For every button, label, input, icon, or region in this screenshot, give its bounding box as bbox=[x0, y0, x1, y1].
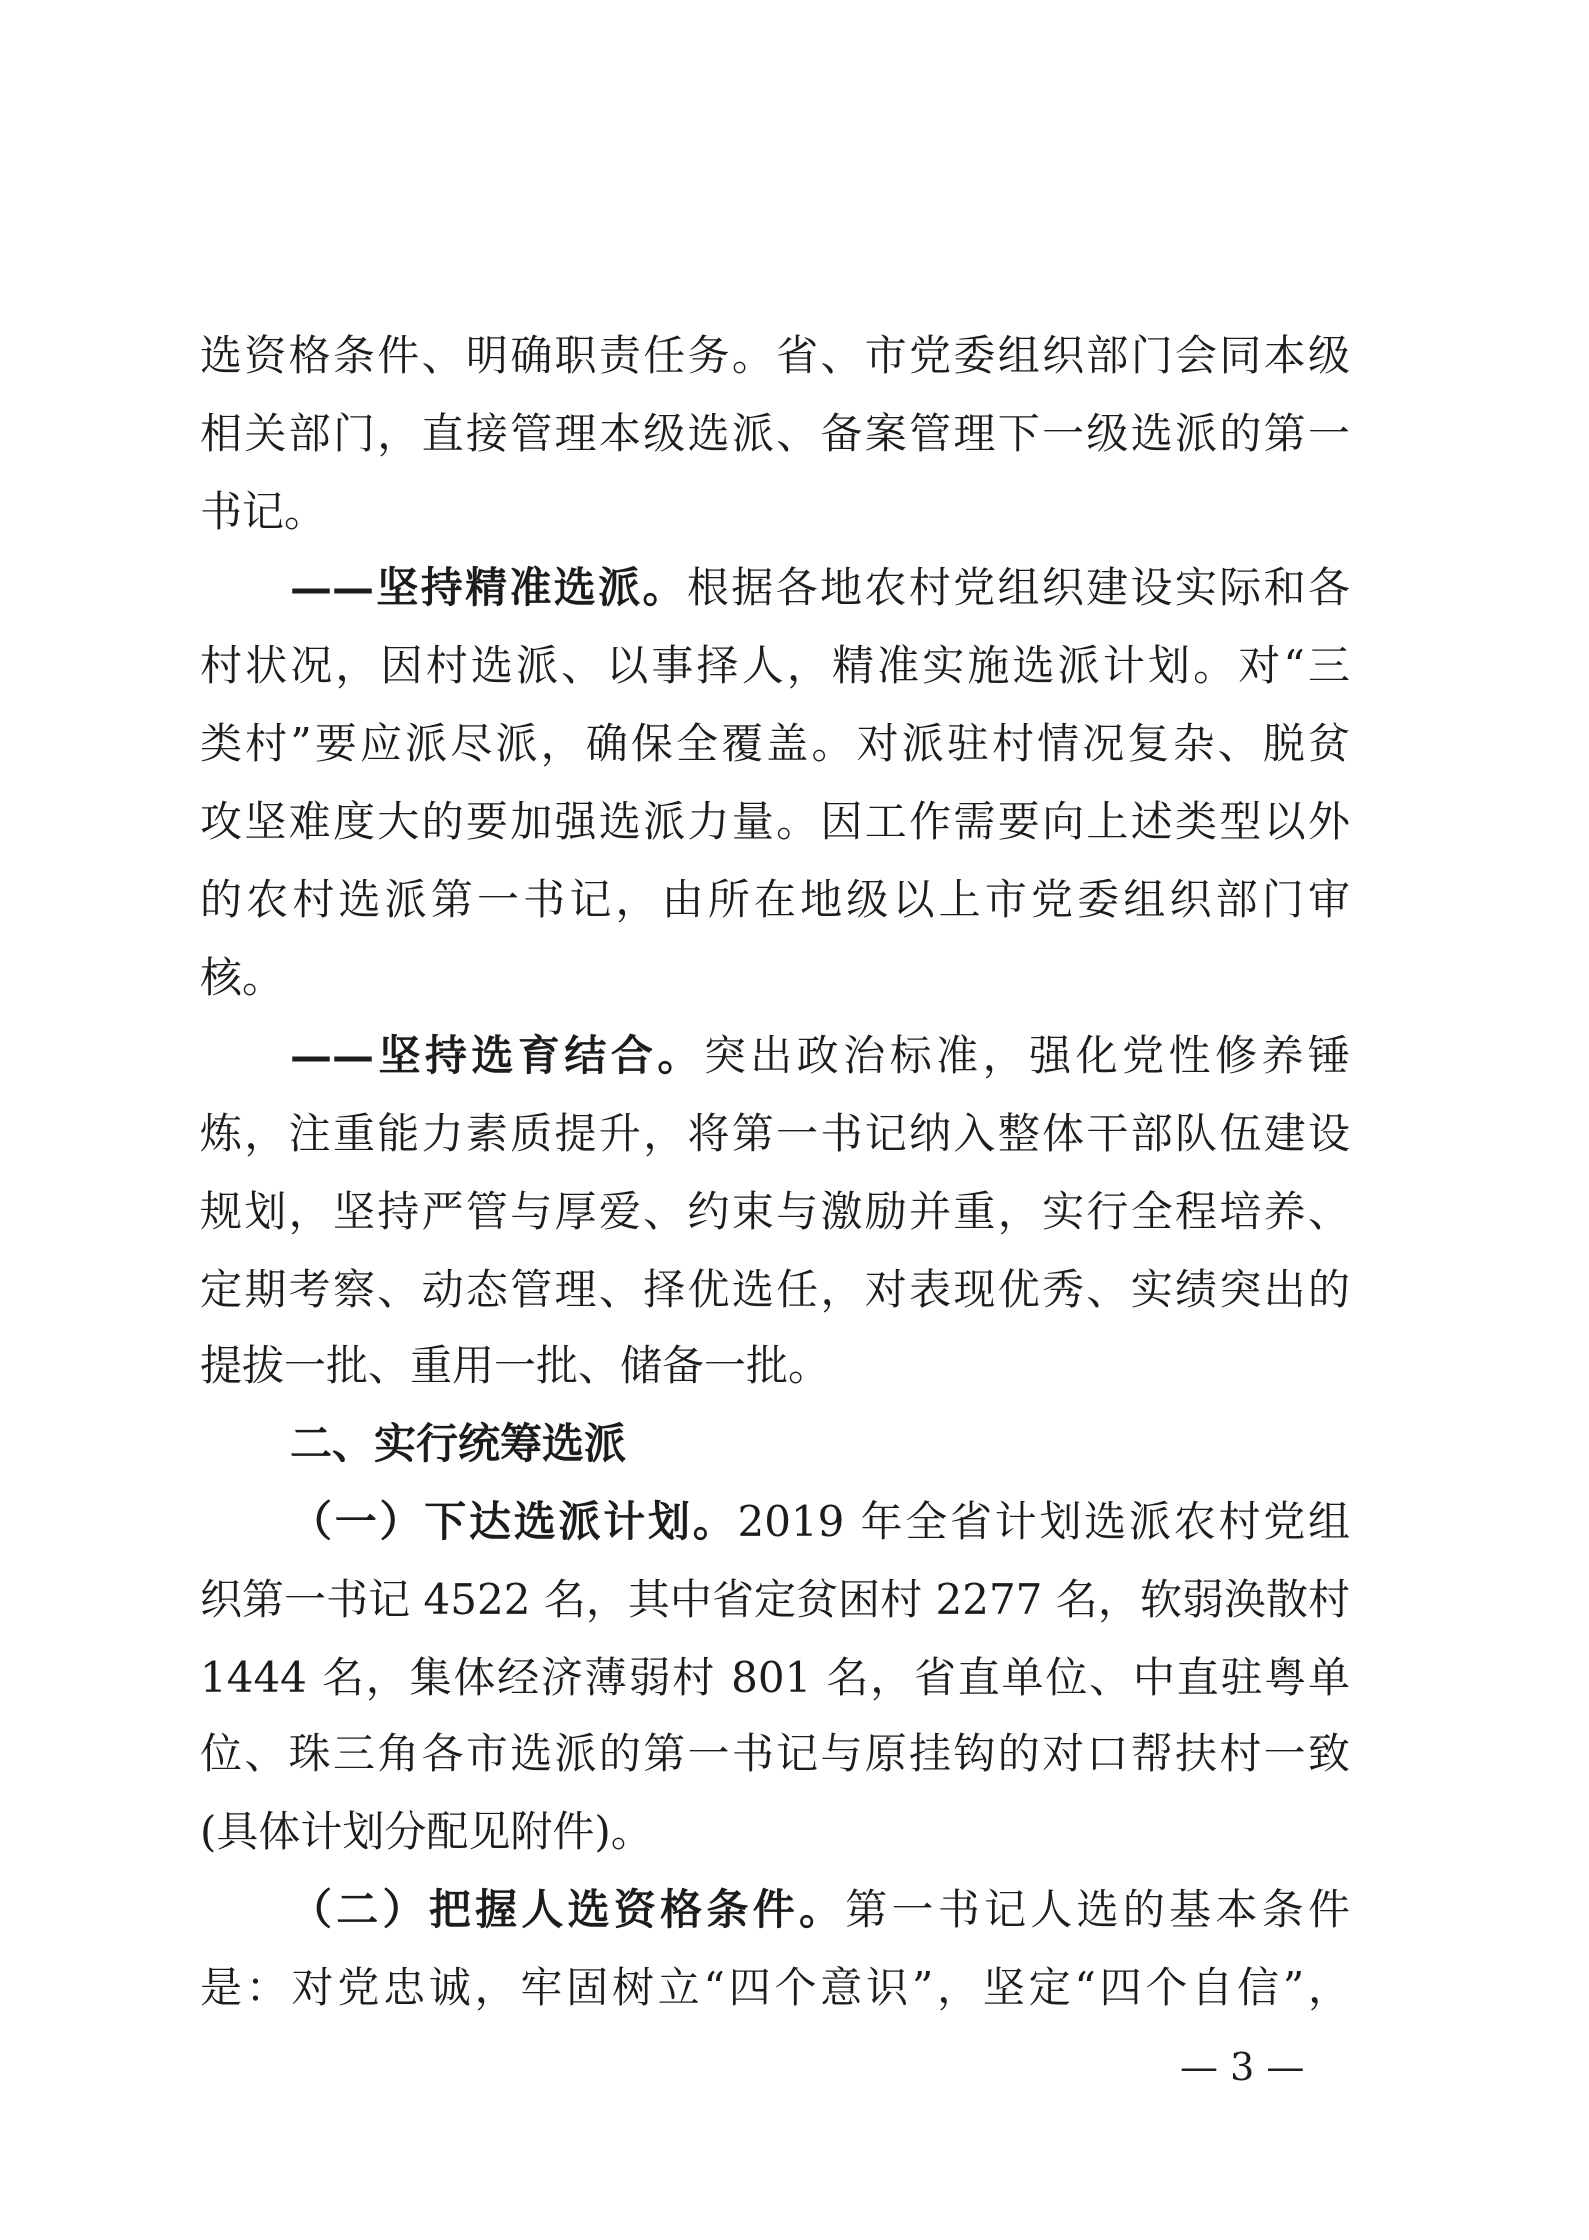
paragraph-line: 炼，注重能力素质提升，将第一书记纳入整体干部队伍建设 bbox=[200, 1109, 1350, 1158]
paragraph-line bbox=[290, 560, 1350, 616]
paragraph-line bbox=[290, 1028, 1350, 1084]
paragraph-line: 相关部门，直接管理本级选派、备案管理下一级选派的第一 bbox=[200, 409, 1350, 458]
line-text: 根据各地农村党组织建设实际和各 bbox=[686, 563, 1350, 612]
bold-lead: ——坚持精准选派。 bbox=[290, 563, 687, 612]
paragraph-line bbox=[290, 1882, 1350, 1938]
paragraph-line: 规划，坚持严管与厚爱、约束与激励并重，实行全程培养、 bbox=[200, 1187, 1350, 1236]
paragraph-line: 位、珠三角各市选派的第一书记与原挂钩的对口帮扶村一致 bbox=[200, 1729, 1350, 1778]
line-text: 突出政治标准，强化党性修养锤 bbox=[703, 1031, 1350, 1080]
section-heading: 二、实行统筹选派 bbox=[290, 1419, 627, 1468]
paragraph-line: 织第一书记 4522 名，其中省定贫困村 2277 名，软弱涣散村 bbox=[200, 1575, 1350, 1624]
paragraph-line: 定期考察、动态管理、择优选任，对表现优秀、实绩突出的 bbox=[200, 1265, 1350, 1314]
bold-lead: ——坚持选育结合。 bbox=[290, 1031, 704, 1080]
paragraph-line: 攻坚难度大的要加强选派力量。因工作需要向上述类型以外 bbox=[200, 797, 1350, 846]
bold-lead: （二）把握人选资格条件。 bbox=[290, 1885, 846, 1934]
paragraph-line: 类村”要应派尽派，确保全覆盖。对派驻村情况复杂、脱贫 bbox=[200, 719, 1350, 768]
paragraph-line: 核。 bbox=[200, 953, 285, 1002]
paragraph-line: 书记。 bbox=[200, 487, 327, 536]
line-text: 第一书记人选的基本条件 bbox=[845, 1885, 1350, 1934]
paragraph-line: 选资格条件、明确职责任务。省、市党委组织部门会同本级 bbox=[200, 331, 1350, 380]
bold-lead: （一）下达选派计划。 bbox=[290, 1497, 738, 1546]
paragraph-line: 村状况，因村选派、以事择人，精准实施选派计划。对“三 bbox=[200, 641, 1350, 690]
paragraph-line bbox=[290, 1494, 1350, 1550]
page-number: — 3 — bbox=[1180, 2045, 1305, 2089]
paragraph-line: 提拔一批、重用一批、储备一批。 bbox=[200, 1341, 831, 1390]
line-text: 2019 年全省计划选派农村党组 bbox=[737, 1497, 1350, 1546]
paragraph-line: (具体计划分配见附件)。 bbox=[200, 1807, 653, 1856]
paragraph-line: 1444 名，集体经济薄弱村 801 名，省直单位、中直驻粤单 bbox=[200, 1653, 1350, 1702]
paragraph-line: 的农村选派第一书记，由所在地级以上市党委组织部门审 bbox=[200, 875, 1350, 924]
paragraph-line: 是：对党忠诚，牢固树立“四个意识”，坚定“四个自信”， bbox=[200, 1963, 1350, 2012]
